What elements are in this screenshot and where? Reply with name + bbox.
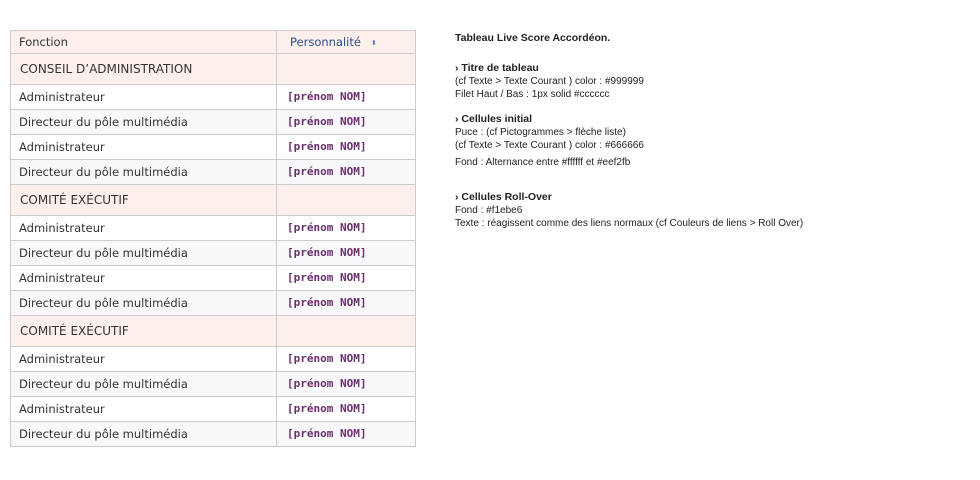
table-row[interactable] <box>11 291 416 316</box>
role-cell: Administrateur <box>11 135 277 160</box>
notes-sections <box>455 62 965 230</box>
table-row[interactable] <box>11 135 416 160</box>
person-name-link[interactable]: [prénom NOM] <box>277 135 416 160</box>
notes-line: Puce : (cf Pictogrammes > flèche liste) <box>455 127 626 138</box>
group-title[interactable]: COMITÉ EXÉCUTIF <box>11 316 277 347</box>
notes-line: (cf Texte > Texte Courant ) color : #999999 <box>455 76 644 87</box>
notes-section <box>455 113 965 169</box>
role-cell: Directeur du pôle multimédia <box>11 372 277 397</box>
notes-section <box>455 62 965 101</box>
group-empty-cell <box>277 316 416 347</box>
group-title[interactable]: CONSEIL D’ADMINISTRATION <box>11 54 277 85</box>
person-name-link[interactable]: [prénom NOM] <box>277 347 416 372</box>
person-name-link[interactable]: [prénom NOM] <box>277 397 416 422</box>
group-row[interactable] <box>11 54 416 85</box>
table-row[interactable] <box>11 216 416 241</box>
table-row[interactable] <box>11 110 416 135</box>
group-title[interactable]: COMITÉ EXÉCUTIF <box>11 185 277 216</box>
role-cell: Administrateur <box>11 266 277 291</box>
role-cell: Administrateur <box>11 85 277 110</box>
group-row[interactable] <box>11 185 416 216</box>
column-header-personnalite-label[interactable]: Personnalité <box>290 35 361 49</box>
sort-arrows-icon[interactable]: ⬍ <box>370 38 377 47</box>
role-cell: Administrateur <box>11 397 277 422</box>
table-body <box>11 54 416 447</box>
table-row[interactable] <box>11 372 416 397</box>
notes-section-heading: › Cellules Roll-Over <box>455 191 552 203</box>
column-header-fonction[interactable]: Fonction <box>11 31 277 54</box>
notes-section-heading: › Cellules initial <box>455 113 533 125</box>
live-score-table <box>10 30 416 447</box>
role-cell: Directeur du pôle multimédia <box>11 241 277 266</box>
notes-title: Tableau Live Score Accordéon. <box>455 32 611 44</box>
table-header-row <box>11 31 416 54</box>
notes-line: Fond : Alternance entre #ffffff et #eef2fb <box>455 157 631 168</box>
group-empty-cell <box>277 54 416 85</box>
table-row[interactable] <box>11 266 416 291</box>
person-name-link[interactable]: [prénom NOM] <box>277 85 416 110</box>
person-name-link[interactable]: [prénom NOM] <box>277 266 416 291</box>
column-header-personnalite[interactable] <box>277 31 416 54</box>
spec-notes <box>455 32 965 242</box>
role-cell: Administrateur <box>11 347 277 372</box>
group-row[interactable] <box>11 316 416 347</box>
table-row[interactable] <box>11 347 416 372</box>
role-cell: Directeur du pôle multimédia <box>11 110 277 135</box>
notes-line: Fond : #f1ebe6 <box>455 205 523 216</box>
person-name-link[interactable]: [prénom NOM] <box>277 241 416 266</box>
table-row[interactable] <box>11 397 416 422</box>
person-name-link[interactable]: [prénom NOM] <box>277 216 416 241</box>
role-cell: Administrateur <box>11 216 277 241</box>
role-cell: Directeur du pôle multimédia <box>11 291 277 316</box>
person-name-link[interactable]: [prénom NOM] <box>277 422 416 447</box>
notes-line: Filet Haut / Bas : 1px solid #cccccc <box>455 89 610 100</box>
notes-section-heading: › Titre de tableau <box>455 62 539 74</box>
role-cell: Directeur du pôle multimédia <box>11 160 277 185</box>
table-row[interactable] <box>11 85 416 110</box>
table-row[interactable] <box>11 160 416 185</box>
person-name-link[interactable]: [prénom NOM] <box>277 160 416 185</box>
person-name-link[interactable]: [prénom NOM] <box>277 291 416 316</box>
table-row[interactable] <box>11 422 416 447</box>
notes-section <box>455 191 965 230</box>
person-name-link[interactable]: [prénom NOM] <box>277 372 416 397</box>
role-cell: Directeur du pôle multimédia <box>11 422 277 447</box>
table-row[interactable] <box>11 241 416 266</box>
notes-line: (cf Texte > Texte Courant ) color : #666666 <box>455 140 644 151</box>
notes-line: Texte : réagissent comme des liens normaux (cf Couleurs de liens > Roll Over) <box>455 218 804 229</box>
person-name-link[interactable]: [prénom NOM] <box>277 110 416 135</box>
group-empty-cell <box>277 185 416 216</box>
